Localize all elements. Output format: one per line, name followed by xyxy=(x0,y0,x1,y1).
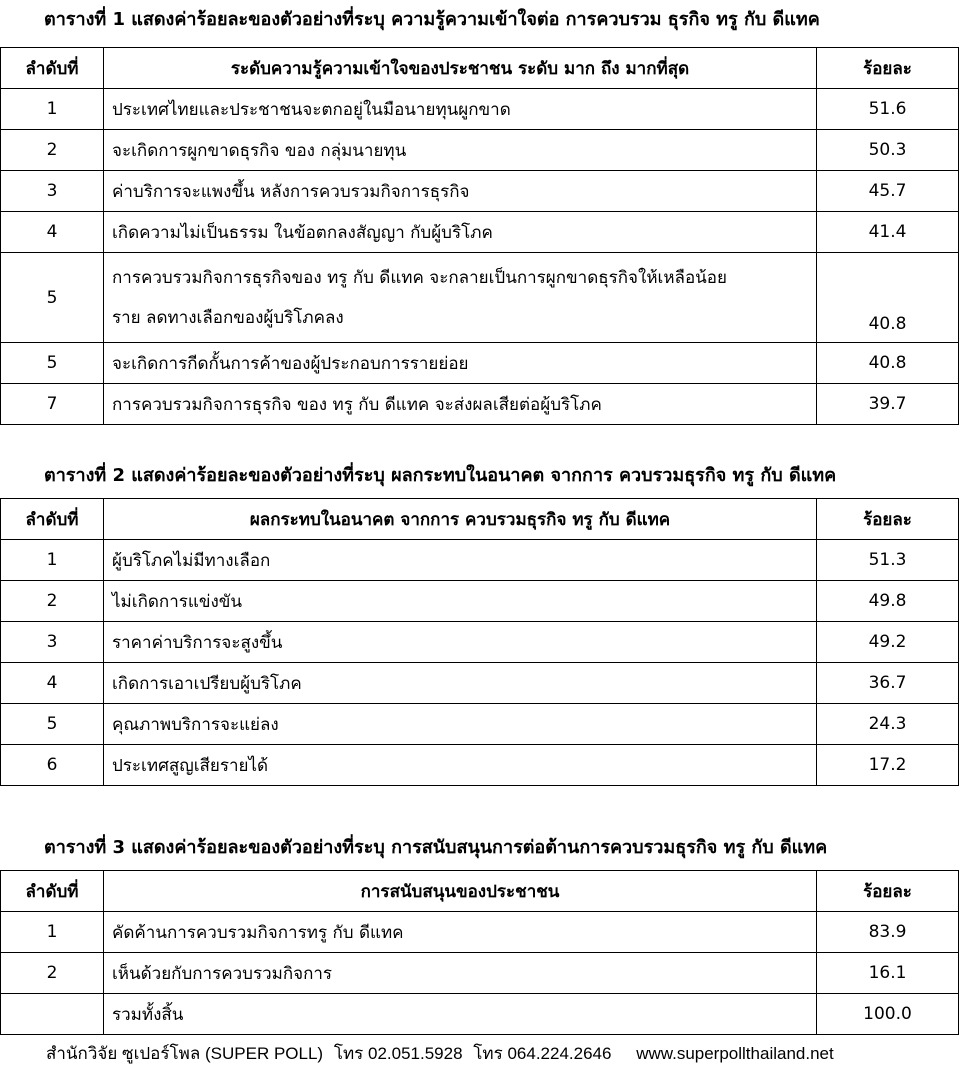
row-number: 5 xyxy=(1,343,104,384)
footer-phone2: โทร 064.224.2646 xyxy=(473,1044,612,1063)
table-row xyxy=(1,704,959,745)
row-item: เห็นด้วยกับการควบรวมกิจการ xyxy=(104,953,817,994)
row-percent: 51.3 xyxy=(817,540,959,581)
total-row xyxy=(1,994,959,1035)
row-item: ไม่เกิดการแข่งขัน xyxy=(104,581,817,622)
row-percent: 36.7 xyxy=(817,663,959,704)
table-row xyxy=(1,912,959,953)
row-item: การควบรวมกิจการธุรกิจ ของ ทรู กับ ดีแทค จะส่งผลเสียต่อผู้บริโภค xyxy=(104,384,817,425)
row-item xyxy=(104,253,817,343)
table-row xyxy=(1,343,959,384)
table2-header-item: ผลกระทบในอนาคต จากการ ควบรวมธุรกิจ ทรู กับ ดีแทค xyxy=(104,499,817,540)
table1-header-pct: ร้อยละ xyxy=(817,48,959,89)
row-item: คัดค้านการควบรวมกิจการทรู กับ ดีแทค xyxy=(104,912,817,953)
row-number: 1 xyxy=(1,912,104,953)
table3-header-item: การสนับสนุนของประชาชน xyxy=(104,871,817,912)
row-percent: 40.8 xyxy=(817,343,959,384)
total-label: รวมทั้งสิ้น xyxy=(104,994,817,1035)
table2-header-no: ลำดับที่ xyxy=(1,499,104,540)
row-number: 6 xyxy=(1,745,104,786)
row-item-line1: การควบรวมกิจการธุรกิจของ ทรู กับ ดีแทค จะกลายเป็นการผูกขาดธุรกิจให้เหลือน้อย xyxy=(112,267,727,288)
row-item: ผู้บริโภคไม่มีทางเลือก xyxy=(104,540,817,581)
table1-title: ตารางที่ 1 แสดงค่าร้อยละของตัวอย่างที่ระบุ ความรู้ความเข้าใจต่อ การควบรวม ธุรกิจ ทรู กับ ดีแทค xyxy=(44,9,820,30)
row-item: ค่าบริการจะแพงขึ้น หลังการควบรวมกิจการธุรกิจ xyxy=(104,171,817,212)
row-percent: 83.9 xyxy=(817,912,959,953)
row-percent: 24.3 xyxy=(817,704,959,745)
row-item-line2: ราย ลดทางเลือกของผู้บริโภคลง xyxy=(112,307,344,328)
table-row xyxy=(1,384,959,425)
row-number: 2 xyxy=(1,953,104,994)
table1 xyxy=(0,47,959,425)
row-number: 2 xyxy=(1,581,104,622)
table3-header-no: ลำดับที่ xyxy=(1,871,104,912)
table-row xyxy=(1,212,959,253)
table-row xyxy=(1,745,959,786)
row-number: 1 xyxy=(1,89,104,130)
footer-phone1: โทร 02.051.5928 xyxy=(333,1044,463,1063)
row-item: เกิดการเอาเปรียบผู้บริโภค xyxy=(104,663,817,704)
row-percent: 50.3 xyxy=(817,130,959,171)
table-row xyxy=(1,540,959,581)
table3 xyxy=(0,870,959,1035)
table2-title: ตารางที่ 2 แสดงค่าร้อยละของตัวอย่างที่ระบุ ผลกระทบในอนาคต จากการ ควบรวมธุรกิจ ทรู กับ ดีแทค xyxy=(44,465,837,486)
footer xyxy=(46,1040,840,1068)
table3-title: ตารางที่ 3 แสดงค่าร้อยละของตัวอย่างที่ระบุ การสนับสนุนการต่อต้านการควบรวมธุรกิจ ทรู กับ ดีแทค xyxy=(44,837,828,858)
row-item: จะเกิดการกีดกั้นการค้าของผู้ประกอบการรายย่อย xyxy=(104,343,817,384)
row-item: คุณภาพบริการจะแย่ลง xyxy=(104,704,817,745)
row-percent: 41.4 xyxy=(817,212,959,253)
table1-header-row xyxy=(1,48,959,89)
table-row xyxy=(1,581,959,622)
row-percent: 17.2 xyxy=(817,745,959,786)
row-percent: 49.2 xyxy=(817,622,959,663)
row-percent: 51.6 xyxy=(817,89,959,130)
table-row xyxy=(1,89,959,130)
row-item: ราคาค่าบริการจะสูงขึ้น xyxy=(104,622,817,663)
row-number xyxy=(1,994,104,1035)
footer-org: สำนักวิจัย ซูเปอร์โพล (SUPER POLL) xyxy=(46,1044,324,1063)
table1-header-no: ลำดับที่ xyxy=(1,48,104,89)
row-percent: 45.7 xyxy=(817,171,959,212)
total-percent: 100.0 xyxy=(817,994,959,1035)
row-number: 4 xyxy=(1,663,104,704)
row-number: 7 xyxy=(1,384,104,425)
row-item: ประเทศสูญเสียรายได้ xyxy=(104,745,817,786)
table2 xyxy=(0,498,959,786)
row-number: 3 xyxy=(1,622,104,663)
table-row xyxy=(1,253,959,343)
footer-website: www.superpollthailand.net xyxy=(636,1044,834,1063)
table-row xyxy=(1,663,959,704)
table-row xyxy=(1,130,959,171)
table1-header-item: ระดับความรู้ความเข้าใจของประชาชน ระดับ มาก ถึง มากที่สุด xyxy=(104,48,817,89)
row-number: 3 xyxy=(1,171,104,212)
row-number: 1 xyxy=(1,540,104,581)
row-number: 4 xyxy=(1,212,104,253)
row-percent: 16.1 xyxy=(817,953,959,994)
table2-header-pct: ร้อยละ xyxy=(817,499,959,540)
row-item: จะเกิดการผูกขาดธุรกิจ ของ กลุ่มนายทุน xyxy=(104,130,817,171)
table-row xyxy=(1,953,959,994)
row-number: 5 xyxy=(1,253,104,343)
table-row xyxy=(1,171,959,212)
row-percent: 49.8 xyxy=(817,581,959,622)
row-item: เกิดความไม่เป็นธรรม ในข้อตกลงสัญญา กับผู้บริโภค xyxy=(104,212,817,253)
row-item: ประเทศไทยและประชาชนจะตกอยู่ในมือนายทุนผูกขาด xyxy=(104,89,817,130)
table-row xyxy=(1,622,959,663)
row-number: 2 xyxy=(1,130,104,171)
row-number: 5 xyxy=(1,704,104,745)
row-percent: 39.7 xyxy=(817,384,959,425)
table2-header-row xyxy=(1,499,959,540)
row-percent: 40.8 xyxy=(817,253,959,343)
table3-header-pct: ร้อยละ xyxy=(817,871,959,912)
table3-header-row xyxy=(1,871,959,912)
